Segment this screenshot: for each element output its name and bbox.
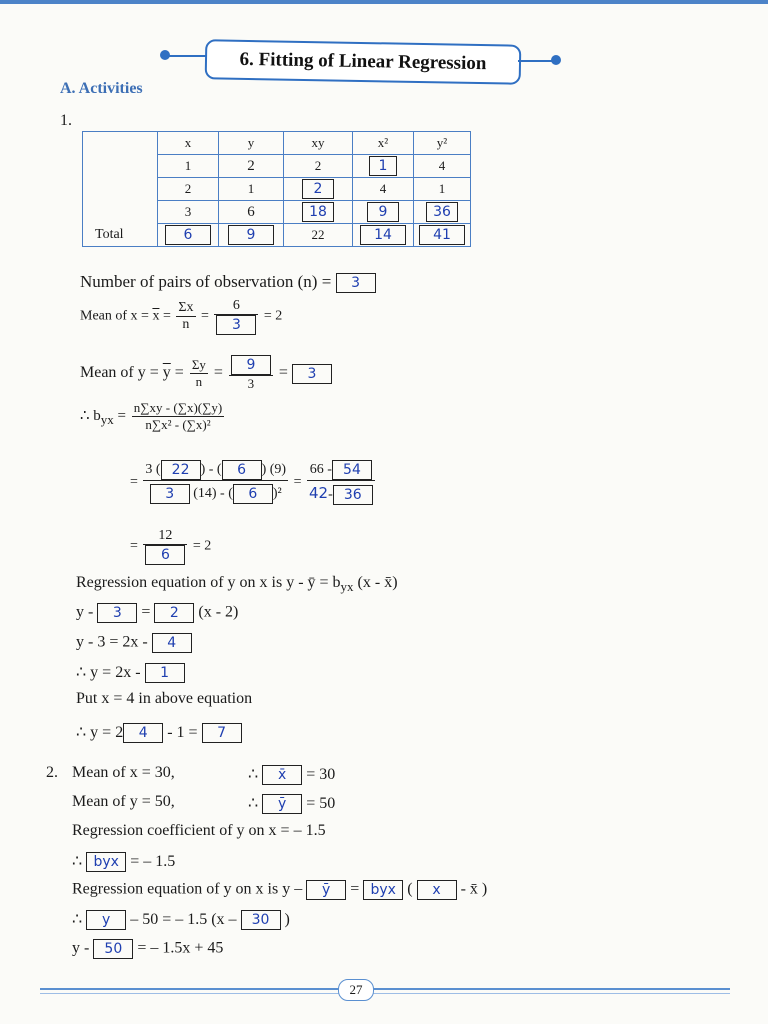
mean-x-line: Mean of $x = \overline{x}$ = $\frac{\Sigma x}{n}$ = $\frac{6}{3}$ = 2 [80, 298, 283, 333]
q2-line-2: Mean of y = 50, [72, 793, 175, 810]
q2-line-4: ∴ byx = – 1.5 [72, 853, 176, 871]
mean-y-line: Mean of $y = \overline{y}$ = $\frac{\Sigma y}{n}$ = $\frac{9}{3}$ = 3 [80, 355, 332, 392]
equation-5: ∴ y = 2 4 - 1 = 7 [76, 722, 242, 743]
table-row: 1 2 2 1 4 [83, 155, 471, 178]
equation-3: ∴ y = 2x - 1 [76, 662, 185, 683]
question-2-number: 2. [46, 764, 58, 781]
total-label-cell: Total [83, 132, 158, 247]
top-border [0, 0, 768, 4]
q2-line-2b: ∴ ȳ = 50 [248, 795, 336, 813]
byx-formula: ∴ $b_{yx}$ = $\frac{n\sum xy - (\sum x)(\sum y)}{\text{n∑x² - (∑x)²}}$ [80, 400, 223, 432]
header-xy: xy [284, 132, 353, 155]
equation-2: y - 3 = 2x - 4 [76, 633, 192, 653]
q2-line-1b: ∴ x̄ = 30 [248, 766, 336, 784]
footer-rule [40, 988, 730, 990]
header-x2: x² [353, 132, 414, 155]
q2-line-3: Regression coefficient of y on x = – 1.5 [72, 822, 326, 839]
n-line: Number of pairs of observation (n) = 3 [80, 272, 376, 293]
table-row-total: 6 9 22 14 41 [83, 224, 471, 247]
header-x: x [158, 132, 219, 155]
q2-line-7: y - 50 = – 1.5x + 45 [72, 939, 224, 957]
equation-1: y - 3 = 2 (x - 2) [76, 603, 239, 621]
byx-step2: = $\frac{12}{6}$ = 2 [130, 528, 212, 563]
section-heading: A. Activities [60, 80, 143, 97]
footer-rule-thin [40, 993, 730, 994]
header-y: y [219, 132, 284, 155]
q2-line-1: Mean of x = 30, [72, 764, 175, 781]
byx-step1: = $\frac{3 ( 22 ) - ( 6 ) (9)}{\text{3 (14) - ( 6 )²}}$ = $\frac{66 - 54}{42- 36}$ [130, 460, 377, 505]
title-dot-right [551, 55, 561, 65]
q2-line-6: ∴ y – 50 = – 1.5 (x – 30 ) [72, 911, 290, 929]
header-y2: y² [414, 132, 471, 155]
q2-line-5: Regression equation of y on x is y – ȳ = byx ( x - x̄ ) [72, 880, 488, 898]
table-row: 2 1 2 4 1 [83, 178, 471, 201]
chapter-title: 6. Fitting of Linear Regression [205, 39, 522, 85]
n-box[interactable]: 3 [336, 273, 376, 293]
regression-equation-line: Regression equation of y on x is y - ȳ = $b_{yx}$ (x - x̄) [76, 574, 398, 595]
equation-4: Put x = 4 in above equation [76, 690, 253, 707]
observation-table [82, 131, 471, 247]
table-row: 3 6 18 9 36 [83, 201, 471, 224]
page-number: 27 [338, 979, 374, 1001]
question-1-number: 1. [60, 112, 72, 129]
